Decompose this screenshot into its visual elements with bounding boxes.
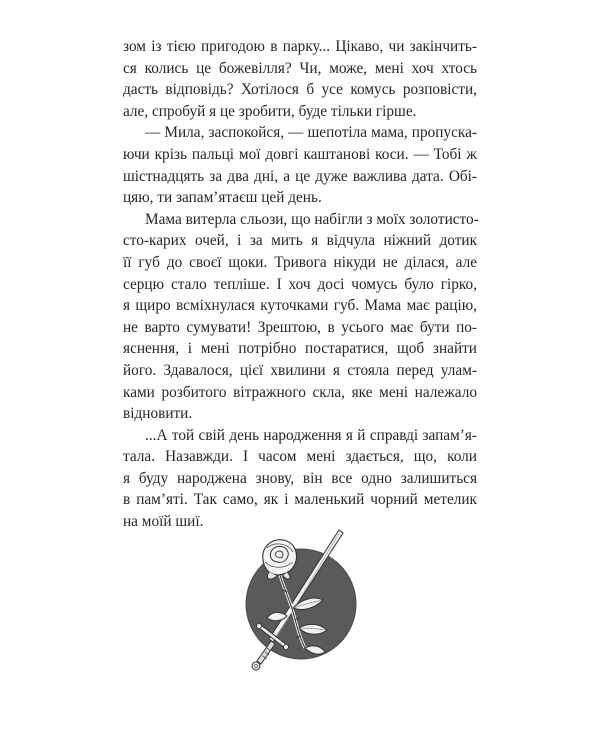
text-line: його. Здавалося, цієї хвилини я стояла перед улам- [123,361,477,379]
rose-and-dagger-icon [243,524,357,674]
text-line: ...А той свій день народження я й справді запам’я- [145,426,477,444]
text-line: я буду народжена знову, він все одно залишиться [123,469,477,487]
text-line: дасть відповідь? Хотілося б усе комусь розповісти, [123,81,477,99]
text-line: відновити. [123,405,193,423]
text-line: — Мила, заспокойся, — шепотіла мама, пропуска- [145,124,477,142]
body-text [123,36,477,533]
paragraph-1 [123,36,477,122]
text-line: в пам’яті. Так само, як і маленький чорний метелик [123,491,477,509]
paragraph-3 [123,209,477,425]
text-line: серцю стало тепліше. І хоч досі чомусь було гірко, [123,275,477,293]
text-line: ючи крізь пальці мої довгі каштанові коси. — Тобі ж [123,145,477,163]
text-line: ками розбитого вітражного скла, яке мені належало [123,383,477,401]
text-line: але, спробуй я це зробити, буде тільки гірше. [123,102,417,120]
text-line: зом із тією пригодою в парку... Цікаво, чи закінчить- [123,38,477,55]
text-line: Мама витерла сльози, що набігли з моїх золотисто- [145,210,479,228]
paragraph-2 [123,122,477,208]
text-line: шістнадцять за два дні, а це дуже важлива дата. Обі- [123,167,477,185]
text-line: сто-карих очей, і за мить я відчула ніжний дотик [123,232,477,250]
text-line: на моїй шиї. [123,513,204,531]
text-line: я щиро всміхнулася куточками губ. Мама має рацію, [123,297,477,315]
text-line: яснення, і мені потрібно постаратися, щоб знайти [123,340,477,358]
text-line: її губ до своєї щоки. Тривога нікуди не ділася, але [123,253,477,271]
text-line: цяю, ти запам’ятаєш цей день. [123,189,322,207]
paragraph-4 [123,425,477,533]
text-line: ся колись це божевілля? Чи, може, мені хоч хтось [123,59,477,77]
text-line: не варто сумувати! Зрештою, в усього має бути по- [123,318,477,336]
text-line: тала. Назавжди. І часом мені здається, що, коли [123,448,477,466]
